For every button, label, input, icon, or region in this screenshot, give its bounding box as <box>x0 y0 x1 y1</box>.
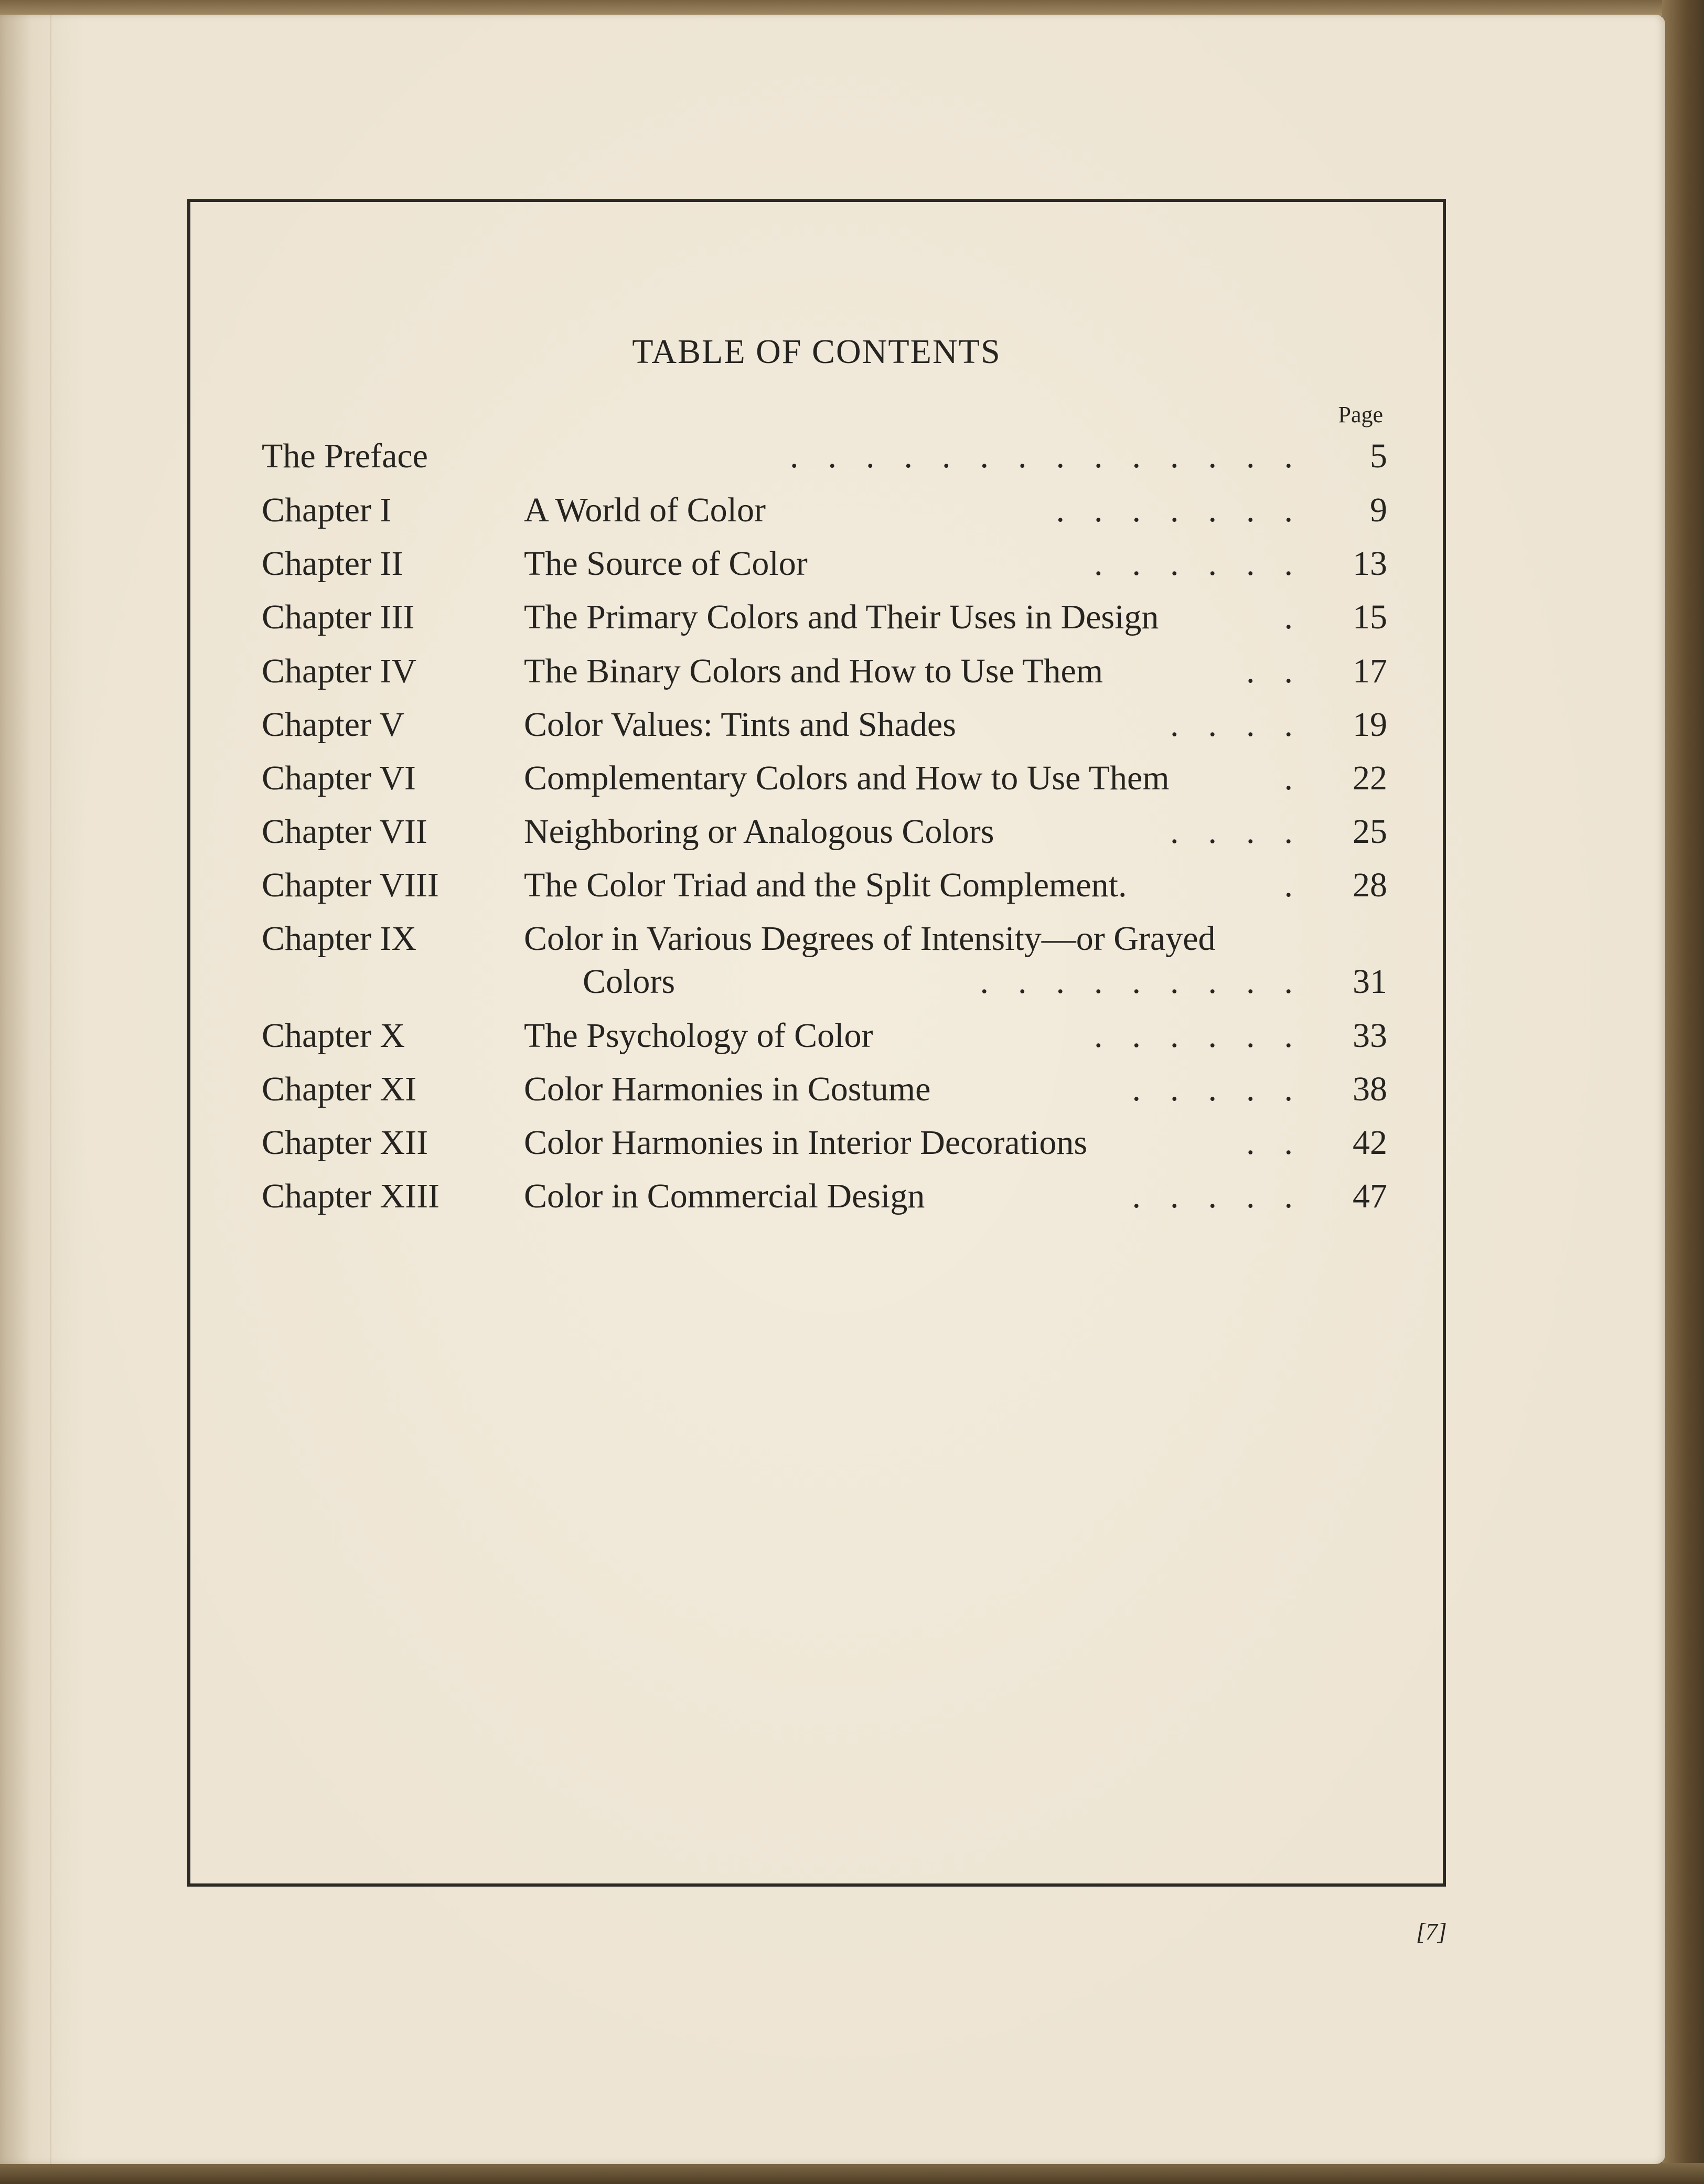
leader-dots: .............. <box>790 437 1322 475</box>
toc-entry-chapter-9-continued <box>190 958 1443 1005</box>
entry-page-number: 33 <box>1353 1016 1387 1055</box>
toc-entry-chapter-2 <box>190 540 1443 587</box>
page-folio: [7] <box>1416 1918 1447 1945</box>
entry-title: The Color Triad and the Split Complement. <box>524 866 1127 904</box>
entry-page-number: 13 <box>1353 544 1387 583</box>
entry-chapter-number: Chapter IV <box>262 652 417 690</box>
toc-entry-chapter-3 <box>190 594 1443 641</box>
entry-title: The Source of Color <box>524 544 808 583</box>
contents-frame <box>187 199 1446 1887</box>
entry-chapter-number: Chapter XIII <box>262 1177 440 1215</box>
leader-dots: ..... <box>1132 1177 1322 1215</box>
entry-page-number: 25 <box>1353 812 1387 851</box>
toc-entry-chapter-10 <box>190 1012 1443 1059</box>
entry-page-number: 28 <box>1353 866 1387 904</box>
leader-dots: ...... <box>1094 1016 1322 1055</box>
toc-entry-chapter-8 <box>190 862 1443 909</box>
leader-dots: .... <box>1170 705 1322 744</box>
entry-page-number: 31 <box>1353 962 1387 1001</box>
entry-title: Color Values: Tints and Shades <box>524 705 956 744</box>
book-cover-edge-right <box>1662 0 1704 2184</box>
leader-dots: .. <box>1246 1123 1322 1162</box>
page-column-heading: Page <box>1338 402 1383 427</box>
entry-title: Color in Commercial Design <box>524 1177 925 1215</box>
entry-page-number: 15 <box>1353 598 1387 636</box>
entry-title-continued: Colors <box>583 962 676 1001</box>
page-title: TABLE OF CONTENTS <box>632 333 1001 371</box>
entry-title: Color Harmonies in Interior Decorations <box>524 1123 1088 1162</box>
entry-page-number: 5 <box>1370 437 1387 475</box>
entry-title: Neighboring or Analogous Colors <box>524 812 994 851</box>
book-cover-edge-bottom <box>0 2163 1704 2184</box>
leader-dots: . <box>1284 866 1322 904</box>
leader-dots: .... <box>1170 812 1322 851</box>
leader-dots: . <box>1284 759 1322 797</box>
entry-title: The Binary Colors and How to Use Them <box>524 652 1103 690</box>
entry-chapter-number: Chapter I <box>262 491 392 529</box>
toc-entry-chapter-7 <box>190 808 1443 855</box>
entry-chapter-number: Chapter V <box>262 705 404 744</box>
page-gutter <box>50 15 51 2164</box>
entry-page-number: 22 <box>1353 759 1387 797</box>
toc-entry-chapter-4 <box>190 648 1443 695</box>
toc-entry-preface <box>190 433 1443 480</box>
toc-entry-chapter-6 <box>190 755 1443 802</box>
entry-page-number: 17 <box>1353 652 1387 690</box>
entry-page-number: 19 <box>1353 705 1387 744</box>
toc-entry-chapter-13 <box>190 1173 1443 1220</box>
leader-dots: . <box>1284 598 1322 636</box>
entry-page-number: 42 <box>1353 1123 1387 1162</box>
entry-page-number: 38 <box>1353 1070 1387 1108</box>
toc-entry-chapter-5 <box>190 701 1443 748</box>
toc-entry-chapter-1 <box>190 487 1443 534</box>
entry-chapter-number: Chapter XII <box>262 1123 428 1162</box>
leader-dots: ....... <box>1056 491 1322 529</box>
toc-entry-chapter-11 <box>190 1066 1443 1113</box>
entry-chapter-number: Chapter III <box>262 598 415 636</box>
leader-dots: ..... <box>1132 1070 1322 1108</box>
entry-chapter-number: Chapter IX <box>262 919 417 958</box>
toc-entry-chapter-12 <box>190 1119 1443 1166</box>
entry-title: Color in Various Degrees of Intensity—or Grayed <box>524 919 1216 958</box>
entry-chapter-number: Chapter VII <box>262 812 427 851</box>
book-cover-edge-top <box>0 0 1704 16</box>
entry-label: The Preface <box>262 437 428 475</box>
entry-chapter-number: Chapter II <box>262 544 403 583</box>
entry-chapter-number: Chapter X <box>262 1016 405 1055</box>
leader-dots: .. <box>1246 652 1322 690</box>
entry-title: Color Harmonies in Costume <box>524 1070 931 1108</box>
entry-title: A World of Color <box>524 491 766 529</box>
entry-chapter-number: Chapter VIII <box>262 866 439 904</box>
entry-title: Complementary Colors and How to Use Them <box>524 759 1170 797</box>
leader-dots: ......... <box>980 962 1322 1001</box>
book-page <box>0 15 1665 2164</box>
entry-chapter-number: Chapter VI <box>262 759 416 797</box>
toc-entry-chapter-9 <box>190 915 1443 962</box>
entry-page-number: 9 <box>1370 491 1387 529</box>
entry-title: The Primary Colors and Their Uses in Design <box>524 598 1159 636</box>
leader-dots: ...... <box>1094 544 1322 583</box>
entry-title: The Psychology of Color <box>524 1016 873 1055</box>
entry-chapter-number: Chapter XI <box>262 1070 417 1108</box>
entry-page-number: 47 <box>1353 1177 1387 1215</box>
